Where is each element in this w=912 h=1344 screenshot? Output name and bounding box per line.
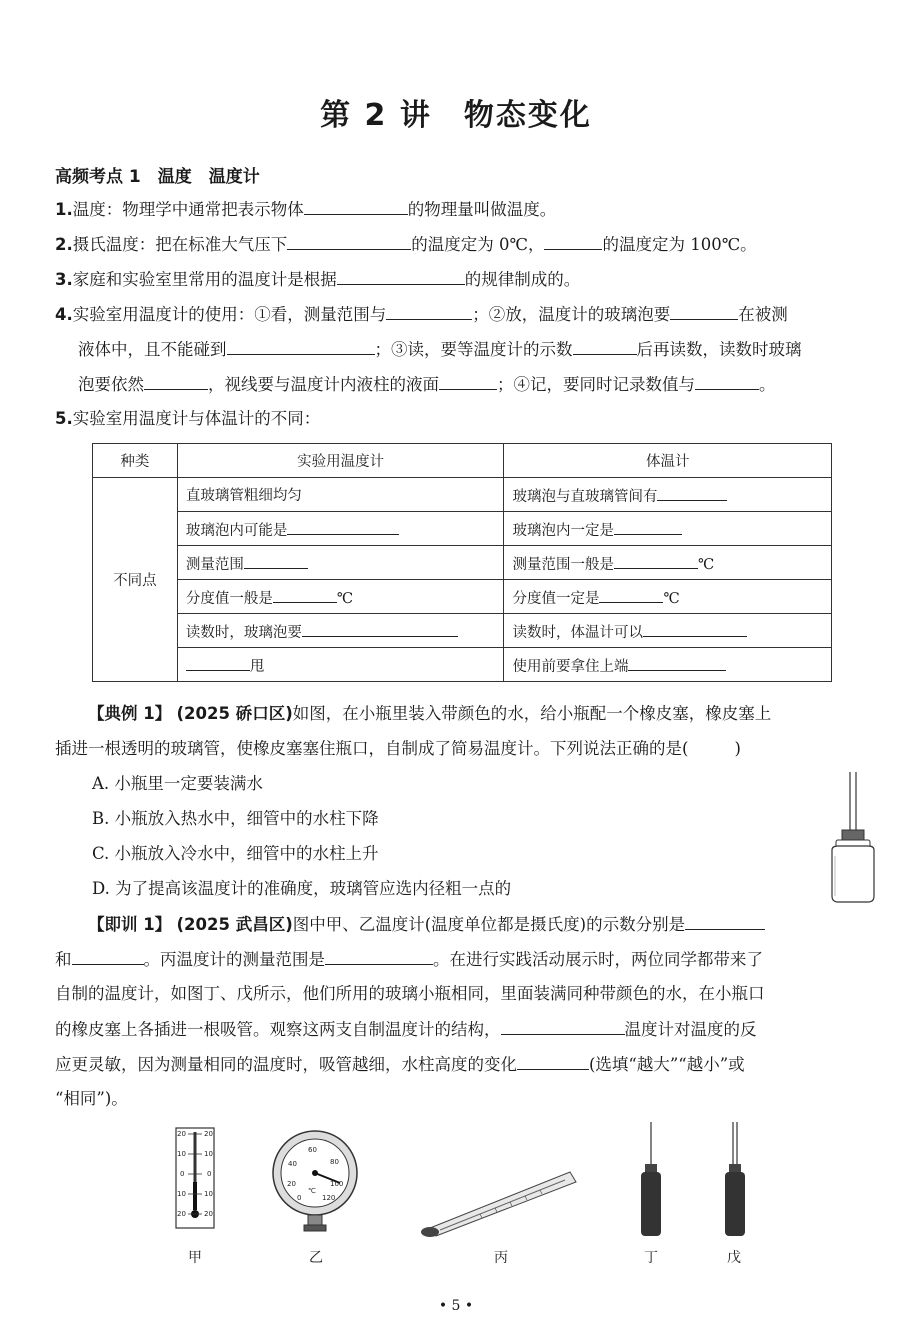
answer-blank[interactable] [544, 233, 602, 250]
example-1-line-2: 插进一根透明的玻璃管，使橡皮塞塞住瓶口，自制成了简易温度计。下列说法正确的是( ) [55, 739, 741, 758]
table-cell: 使用前要拿住上端 [504, 648, 832, 682]
option-d[interactable]: D. 为了提高该温度计的准确度，玻璃管应选内径粗一点的 [92, 879, 512, 898]
option-c[interactable]: C. 小瓶放入冷水中，细管中的水柱上升 [92, 844, 379, 863]
answer-blank[interactable] [72, 948, 144, 965]
answer-blank[interactable] [670, 303, 738, 320]
table-row [93, 478, 832, 512]
thermometer-bing-figure [420, 1160, 580, 1240]
page-number: • 5 • [438, 1298, 474, 1314]
table-header: 种类 [93, 444, 178, 478]
item-5: 5.实验室用温度计与体温计的不同： [55, 409, 321, 428]
unit-label: ℃ [308, 1187, 316, 1195]
figure-label: 甲 [188, 1250, 202, 1266]
answer-blank[interactable] [695, 373, 759, 390]
bottle-wu-figure [720, 1120, 750, 1240]
page-title: 第 2 讲 物态变化 [320, 98, 592, 133]
tick-label: 20 [204, 1130, 213, 1138]
table-header: 体温计 [504, 444, 832, 478]
table-cell: 玻璃泡内一定是 [504, 512, 832, 546]
bottle-ding-figure [636, 1120, 666, 1240]
answer-blank[interactable] [244, 552, 308, 569]
example-1-line-1: 【典例 1】 (2025 硚口区)如图，在小瓶里装入带颜色的水，给小瓶配一个橡皮塞，橡皮塞上 [88, 704, 772, 723]
table-cell: 玻璃泡与直玻璃管间有 [504, 478, 832, 512]
answer-blank[interactable] [144, 373, 208, 390]
answer-blank[interactable] [302, 620, 458, 637]
answer-blank[interactable] [337, 268, 465, 285]
tick-label: 0 [207, 1170, 212, 1178]
item-1: 1.温度：物理学中通常把表示物体 的物理量叫做温度。 [55, 200, 557, 219]
tick-label: 80 [330, 1158, 339, 1166]
tick-label: 120 [322, 1194, 336, 1202]
thermometer-jia-figure [172, 1124, 218, 1234]
tick-label: 10 [204, 1150, 213, 1158]
training-1-line-3: 自制的温度计，如图丁、戊所示，他们所用的玻璃小瓶相同，里面装满同种带颜色的水，在小瓶口 [55, 984, 765, 1003]
answer-blank[interactable] [287, 518, 399, 535]
option-b[interactable]: B. 小瓶放入热水中，细管中的水柱下降 [92, 809, 379, 828]
answer-blank[interactable] [685, 913, 765, 930]
answer-blank[interactable] [227, 338, 375, 355]
table-cell: 读数时，玻璃泡要 [177, 614, 504, 648]
table-cell: 玻璃泡内可能是 [177, 512, 504, 546]
section-heading: 高频考点 1 温度 温度计 [55, 167, 260, 187]
answer-blank[interactable] [439, 373, 497, 390]
tick-label: 10 [204, 1190, 213, 1198]
training-1-line-5: 应更灵敏，因为测量相同的温度时，吸管越细，水柱高度的变化 (选填“越大”“越小”或 [55, 1055, 745, 1074]
table-header: 实验用温度计 [177, 444, 504, 478]
training-1-line-2: 和 。丙温度计的测量范围是 。在进行实践活动展示时，两位同学都带来了 [55, 950, 763, 969]
answer-blank[interactable] [386, 303, 472, 320]
tick-label: 20 [287, 1180, 296, 1188]
tick-label: 20 [204, 1210, 213, 1218]
table-cell: 测量范围 [177, 546, 504, 580]
answer-blank[interactable] [287, 233, 411, 250]
answer-blank[interactable] [186, 654, 250, 671]
table-row [93, 614, 832, 648]
table-row [93, 580, 832, 614]
figure-label: 乙 [309, 1250, 323, 1266]
item-4-line-3: 泡要依然 ，视线要与温度计内液柱的液面 ；④记，要同时记录数值与 。 [78, 375, 776, 394]
tick-label: 0 [180, 1170, 185, 1178]
option-a[interactable]: A. 小瓶里一定要装满水 [92, 774, 263, 793]
table-cell: 测量范围一般是 ℃ [504, 546, 832, 580]
tick-label: 20 [177, 1210, 186, 1218]
answer-blank[interactable] [325, 948, 433, 965]
answer-blank[interactable] [304, 198, 408, 215]
answer-blank[interactable] [643, 620, 747, 637]
training-1-line-1: 【即训 1】 (2025 武昌区)图中甲、乙温度计(温度单位都是摄氏度)的示数分别是 [88, 913, 765, 936]
answer-blank[interactable] [628, 654, 726, 671]
tick-label: 100 [330, 1180, 344, 1188]
tick-label: 40 [288, 1160, 297, 1168]
thermometer-yi-figure [270, 1128, 360, 1234]
table-row [93, 546, 832, 580]
item-3: 3.家庭和实验室里常用的温度计是根据 的规律制成的。 [55, 270, 581, 289]
answer-blank[interactable] [501, 1018, 625, 1035]
tick-label: 20 [177, 1130, 186, 1138]
figure-label: 丙 [494, 1250, 508, 1266]
answer-blank[interactable] [614, 552, 698, 569]
answer-blank[interactable] [657, 484, 727, 501]
answer-blank[interactable] [614, 518, 682, 535]
table-cell: 甩 [177, 648, 504, 682]
bottle-thermometer-figure [826, 770, 882, 904]
comparison-table [92, 443, 832, 682]
tick-label: 0 [297, 1194, 302, 1202]
item-2: 2.摄氏温度：把在标准大气压下 的温度定为 0℃， 的温度定为 100℃。 [55, 235, 757, 254]
tick-label: 10 [177, 1150, 186, 1158]
item-number: 1. [55, 200, 73, 219]
table-cell: 分度值一般是 ℃ [177, 580, 504, 614]
figure-label: 戊 [727, 1250, 741, 1266]
answer-blank[interactable] [273, 586, 337, 603]
table-row [93, 648, 832, 682]
answer-blank[interactable] [573, 338, 637, 355]
table-cell: 读数时，体温计可以 [504, 614, 832, 648]
training-1-line-4: 的橡皮塞上各插进一根吸管。观察这两支自制温度计的结构， 温度计对温度的反 [55, 1020, 757, 1039]
answer-blank[interactable] [517, 1053, 589, 1070]
item-4-line-2: 液体中，且不能碰到 ；③读，要等温度计的示数 后再读数，读数时玻璃 [78, 340, 802, 359]
table-cell: 直玻璃管粗细均匀 [177, 478, 504, 512]
table-row [93, 512, 832, 546]
answer-blank[interactable] [599, 586, 663, 603]
tick-label: 10 [177, 1190, 186, 1198]
training-1-line-6: “相同”)。 [55, 1089, 128, 1108]
table-header-row [93, 444, 832, 478]
tick-label: 60 [308, 1146, 317, 1154]
row-label: 不同点 [93, 478, 178, 682]
table-cell: 分度值一定是 ℃ [504, 580, 832, 614]
figure-label: 丁 [644, 1250, 658, 1266]
item-4: 4.实验室用温度计的使用：①看，测量范围与 ；②放，温度计的玻璃泡要 在被测 [55, 305, 788, 324]
